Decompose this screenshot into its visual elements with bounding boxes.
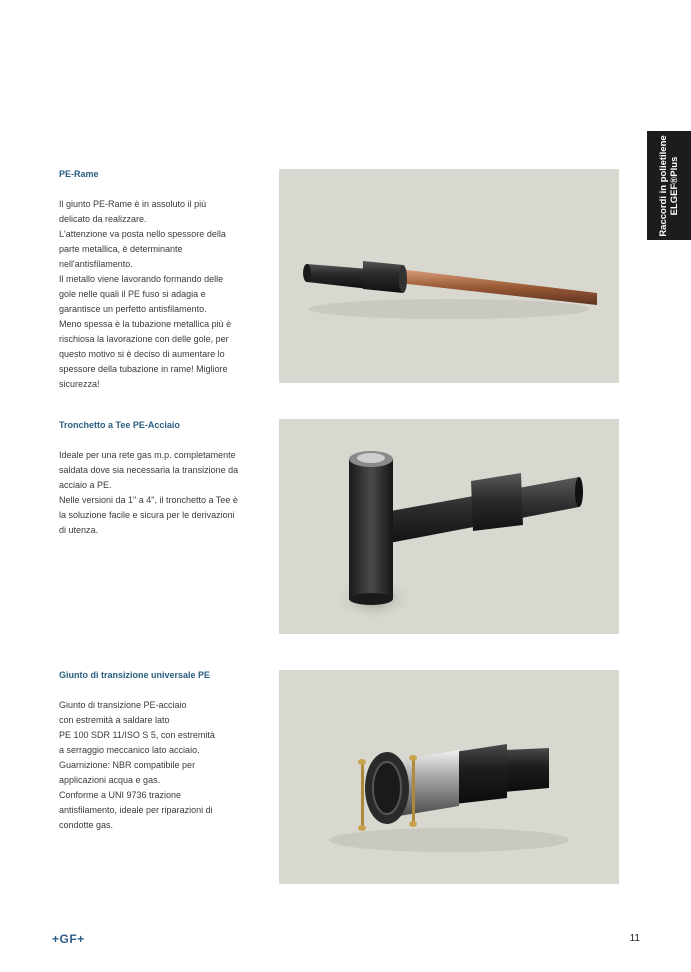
text-line: Il giunto PE-Rame è in assoluto il più (59, 199, 207, 209)
text-line: gole nelle quali il PE fuso si adagia e (59, 289, 206, 299)
text-line: antisfilamento, ideale per riparazioni di (59, 805, 213, 815)
text-line: di utenza. (59, 525, 99, 535)
text-line: Il metallo viene lavorando formando delle (59, 274, 224, 284)
section-title-universal-joint: Giunto di transizione universale PE (59, 670, 211, 680)
photo-tee-fitting (279, 419, 619, 634)
text-line: Giunto di transizione PE-acciaio (59, 700, 187, 710)
section-tab-line2: ELGEF®Plus (669, 156, 680, 215)
photo-universal-transition-joint (279, 670, 619, 884)
section-text-pe-rame (59, 197, 264, 392)
text-line: Nelle versioni da 1" a 4", il tronchetto a Tee è (59, 495, 238, 505)
text-line: con estremità a saldare lato (59, 715, 170, 725)
text-line: la soluzione facile e sicura per le derivazioni (59, 510, 235, 520)
text-line: Guarnizione: NBR compatibile per (59, 760, 196, 770)
gf-logo: +GF+ (52, 932, 85, 946)
section-text-universal-joint (59, 698, 264, 833)
section-tab-line1: Raccordi in polietilene (658, 134, 669, 237)
text-line: spessore della tubazione in rame! Migliore (59, 364, 228, 374)
text-line: saldata dove sia necessaria la transizione da (59, 465, 239, 475)
text-line: acciaio a PE. (59, 480, 112, 490)
text-line: a serraggio meccanico lato acciaio. (59, 745, 200, 755)
text-line: Ideale per una rete gas m.p. completamente (59, 450, 236, 460)
text-line: parte metallica, è determinante (59, 244, 183, 254)
text-line: nell'antisfilamento. (59, 259, 133, 269)
text-line: rischiosa la lavorazione con delle gole, per (59, 334, 229, 344)
text-line: applicazioni acqua e gas. (59, 775, 161, 785)
text-line: condotte gas. (59, 820, 114, 830)
text-line: PE 100 SDR 11/ISO S 5, con estremità (59, 730, 215, 740)
section-title-tee-pe-steel: Tronchetto a Tee PE-Acciaio (59, 420, 180, 430)
text-line: Meno spessa è la tubazione metallica più è (59, 319, 232, 329)
section-tab (647, 131, 691, 240)
page-number: 11 (629, 933, 640, 944)
text-line: sicurezza! (59, 379, 100, 389)
section-title-pe-rame: PE-Rame (59, 169, 99, 179)
text-line: Conforme a UNI 9736 trazione (59, 790, 182, 800)
text-line: delicato da realizzare. (59, 214, 147, 224)
section-text-tee-pe-steel (59, 448, 264, 538)
text-line: questo motivo si è deciso di aumentare lo (59, 349, 225, 359)
text-line: L'attenzione va posta nello spessore della (59, 229, 226, 239)
text-line: garantisce un perfetto antisfilamento. (59, 304, 207, 314)
photo-pe-rame-joint (279, 169, 619, 383)
